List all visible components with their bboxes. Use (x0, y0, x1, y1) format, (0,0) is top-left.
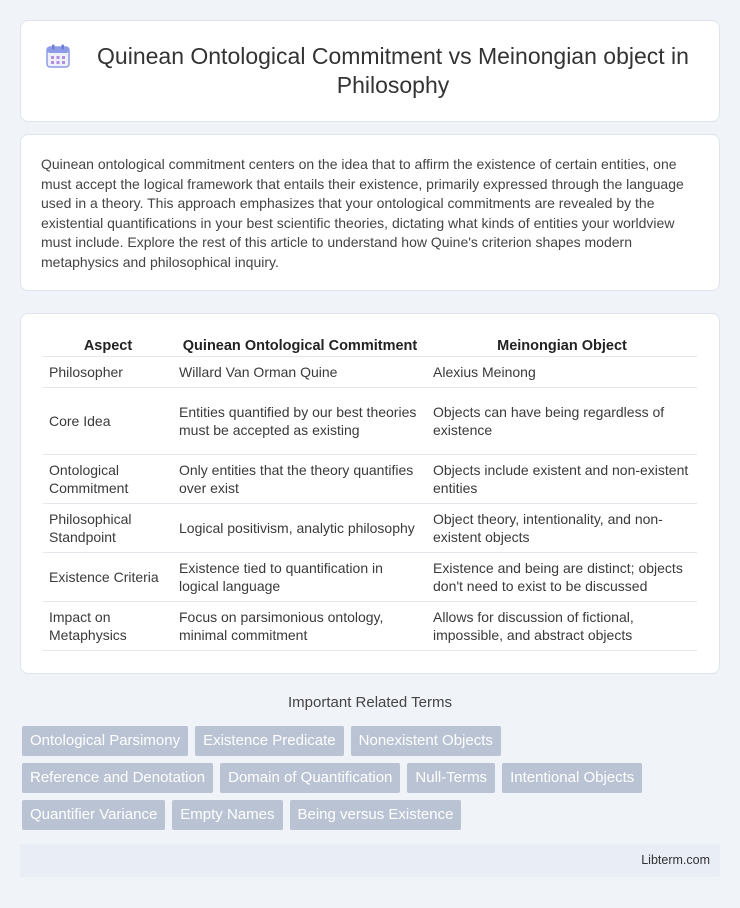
tag-intentional-objects[interactable]: Intentional Objects (502, 763, 642, 793)
tag-existence-predicate[interactable]: Existence Predicate (195, 726, 344, 756)
table-cell: Existence Criteria (43, 553, 173, 602)
calendar-icon (45, 43, 71, 69)
table-header-row (43, 334, 697, 357)
table-cell: Ontological Commitment (43, 455, 173, 504)
tag-reference-and-denotation[interactable]: Reference and Denotation (22, 763, 213, 793)
table-cell: Core Idea (43, 388, 173, 455)
table-row (43, 553, 697, 602)
tag-row (22, 763, 722, 793)
table-row (43, 357, 697, 388)
table-cell: Focus on parsimonious ontology, minimal commitment (173, 602, 427, 651)
comparison-table (43, 334, 697, 651)
intro-card (20, 134, 720, 291)
table-cell: Willard Van Orman Quine (173, 357, 427, 388)
table-row (43, 455, 697, 504)
table-cell: Philosophical Standpoint (43, 504, 173, 553)
footer-site-link[interactable]: Libterm.com (641, 853, 710, 867)
page-title: Quinean Ontological Commitment vs Meinongian object in Philosophy (97, 43, 689, 98)
tag-being-versus-existence[interactable]: Being versus Existence (290, 800, 462, 830)
related-terms-heading: Important Related Terms (288, 694, 452, 711)
table-cell: Alexius Meinong (427, 357, 697, 388)
column-header-meinongian: Meinongian Object (427, 334, 697, 357)
tag-domain-of-quantification[interactable]: Domain of Quantification (220, 763, 400, 793)
table-row (43, 504, 697, 553)
tag-nonexistent-objects[interactable]: Nonexistent Objects (351, 726, 501, 756)
table-cell: Object theory, intentionality, and non-existent objects (427, 504, 697, 553)
related-terms-tags (22, 726, 722, 837)
table-cell: Only entities that the theory quantifies over exist (173, 455, 427, 504)
column-header-quinean: Quinean Ontological Commitment (173, 334, 427, 357)
tag-null-terms[interactable]: Null-Terms (407, 763, 495, 793)
tag-empty-names[interactable]: Empty Names (172, 800, 282, 830)
tag-ontological-parsimony[interactable]: Ontological Parsimony (22, 726, 188, 756)
table-row (43, 388, 697, 455)
footer (20, 844, 720, 877)
table-cell: Objects include existent and non-existent entities (427, 455, 697, 504)
intro-paragraph: Quinean ontological commitment centers on the idea that to affirm the existence of certain entities, one must accept the logical framework that entails their existence, primarily expressed through the language used in a theory. This approach emphasizes that your ontological commitments are revealed by the existential quantifications in your best scientific theories, dictating what kinds of entities your worldview must include. Explore the rest of this article to understand how Quine's criterion shapes modern metaphysics and philosophical inquiry. (41, 156, 684, 270)
table-cell: Philosopher (43, 357, 173, 388)
column-header-aspect: Aspect (43, 334, 173, 357)
table-cell: Allows for discussion of fictional, impossible, and abstract objects (427, 602, 697, 651)
table-cell: Existence tied to quantification in logical language (173, 553, 427, 602)
table-cell: Logical positivism, analytic philosophy (173, 504, 427, 553)
table-cell: Objects can have being regardless of existence (427, 388, 697, 455)
table-row (43, 602, 697, 651)
comparison-table-card (20, 313, 720, 674)
table-cell: Entities quantified by our best theories must be accepted as existing (173, 388, 427, 455)
table-cell: Existence and being are distinct; objects don't need to exist to be discussed (427, 553, 697, 602)
table-cell: Impact on Metaphysics (43, 602, 173, 651)
tag-row (22, 726, 722, 756)
tag-row (22, 800, 722, 830)
tag-quantifier-variance[interactable]: Quantifier Variance (22, 800, 165, 830)
header-card (20, 20, 720, 122)
